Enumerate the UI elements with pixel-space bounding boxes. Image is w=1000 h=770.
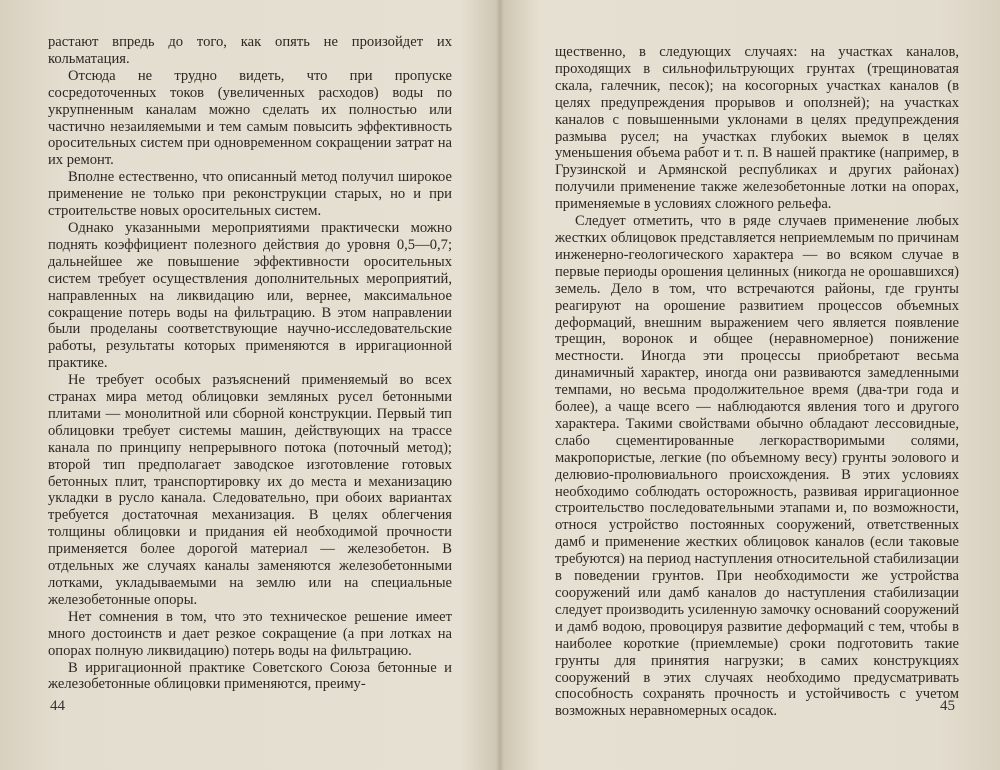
paragraph: Следует отметить, что в ряде случаев применение любых жестких облицовок представляется неприемлемым по причинам инженерно-геологического характера — во всяком случае в первые периоды орошения целинных (никогда не орошавшихся) земель. Дело в том, что встречаются районы, где грунты реагируют на орошение развитием процессов объемных деформаций, внешним выражением чего является появление трещин, воронок и общее (неравномерное) понижение местности. Иногда эти процессы приобретают весьма динамичный характер, иногда они развиваются замедленными темпами, но весьма продолжительное время (два-три года и более), а чаще всего — наблюдаются явления того и другого характера. Такими свойствами обычно обладают лессовидные, слабо сцементированные легкорастворимыми солями, макропористые, легкие (по объемному весу) грунты эолового и делювио-пролювиального происхождения. В этих условиях необходимо соблюдать осторожность, развивая ирригационное строительство последовательными этапами и, по возможности, относя устройство постоянных сооружений, ответственных дамб и применение жестких облицовок каналов (если таковые требуются) на период наступления относительной стабилизации в поведении грунтов. При необходимости же устройства сооружений или дамб каналов до наступления стабилизации следует производить усиленную замочку оснований сооружений и дамб водою, провоцируя развитие деформаций с тем, чтобы в наиболее короткие (приемлемые) сроки подготовить такие грунты для принятия нагрузки; в самих конструкциях сооружений в этих случаях необходимо предусматривать способность сохранять прочность и устойчивость с учетом возможных неравномерных осадок. [555,213,959,720]
paragraph: Вполне естественно, что описанный метод получил широкое применение не только при реконструкции старых, но и при строительстве новых оросительных систем. [48,169,452,220]
page-number-right: 45 [940,698,955,714]
paragraph: Однако указанными мероприятиями практически можно поднять коэффициент полезного действия до уровня 0,5—0,7; дальнейшее же повышение эффективности оросительных систем требует осуществления дополнительных мероприятий, направленных на ликвидацию или, вернее, максимальное сокращение потерь воды на фильтрацию. В этом направлении были проделаны соответствующие научно-исследовательские работы, результаты которых применяются в ирригационной практике. [48,219,452,372]
paragraph: Не требует особых разъяснений применяемый во всех странах мира метод облицовки земляных русел бетонными плитами — монолитной или сборной конструкции. Первый тип облицовки требует системы машин, действующих на трассе канала по принципу непрерывного потока (поточный метод); второй тип предполагает заводское изготовление готовых бетонных плит, транспортировку их до места и механизацию укладки в русло канала. Следовательно, при обоих вариантах требуется достаточная механизация. В целях облегчения толщины облицовки и придания ей необходимой прочности применяется более дорогой материал — железобетон. В отдельных же случаях каналы заменяются железобетонными лотками, укладываемыми на землю или на специальные железобетонные опоры. [48,372,452,608]
paragraph: щественно, в следующих случаях: на участках каналов, проходящих в сильнофильтрующих грунтах (трещиноватая скала, галечник, песок); на косогорных участках каналов (в целях предупреждения прорывов и оползней); на участках каналов с повышенными уклонами в целях предупреждения размыва русел; на участках глубоких выемок в целях уменьшения объема работ и т. п. В нашей практике (например, в Грузинской и Армянской республиках и других районах) получили применение также железобетонные лотки на опорах, применяемые в условиях сложного рельефа. [555,44,959,213]
left-page [0,0,497,770]
paragraph: В ирригационной практике Советского Союза бетонные и железобетонные облицовки применяются, преиму- [48,659,452,693]
left-page-text [48,34,452,693]
page-number-left: 44 [50,698,65,714]
paragraph: растают впредь до того, как опять не произойдет их кольматация. [48,34,452,67]
right-page-text [555,44,959,720]
paragraph: Отсюда не трудно видеть, что при пропуске сосредоточенных токов (увеличенных расходов) воды по укрупненным каналам можно сделать их полностью или частично незаиляемыми и тем самым повысить эффективность оросительных систем при одновременном сокращении затрат на их ремонт. [48,67,452,169]
paragraph: Нет сомнения в том, что это техническое решение имеет много достоинств и дает резкое сокращение (а при лотках на опорах полную ликвидацию) потерь воды на фильтрацию. [48,608,452,659]
right-page [503,0,1000,770]
